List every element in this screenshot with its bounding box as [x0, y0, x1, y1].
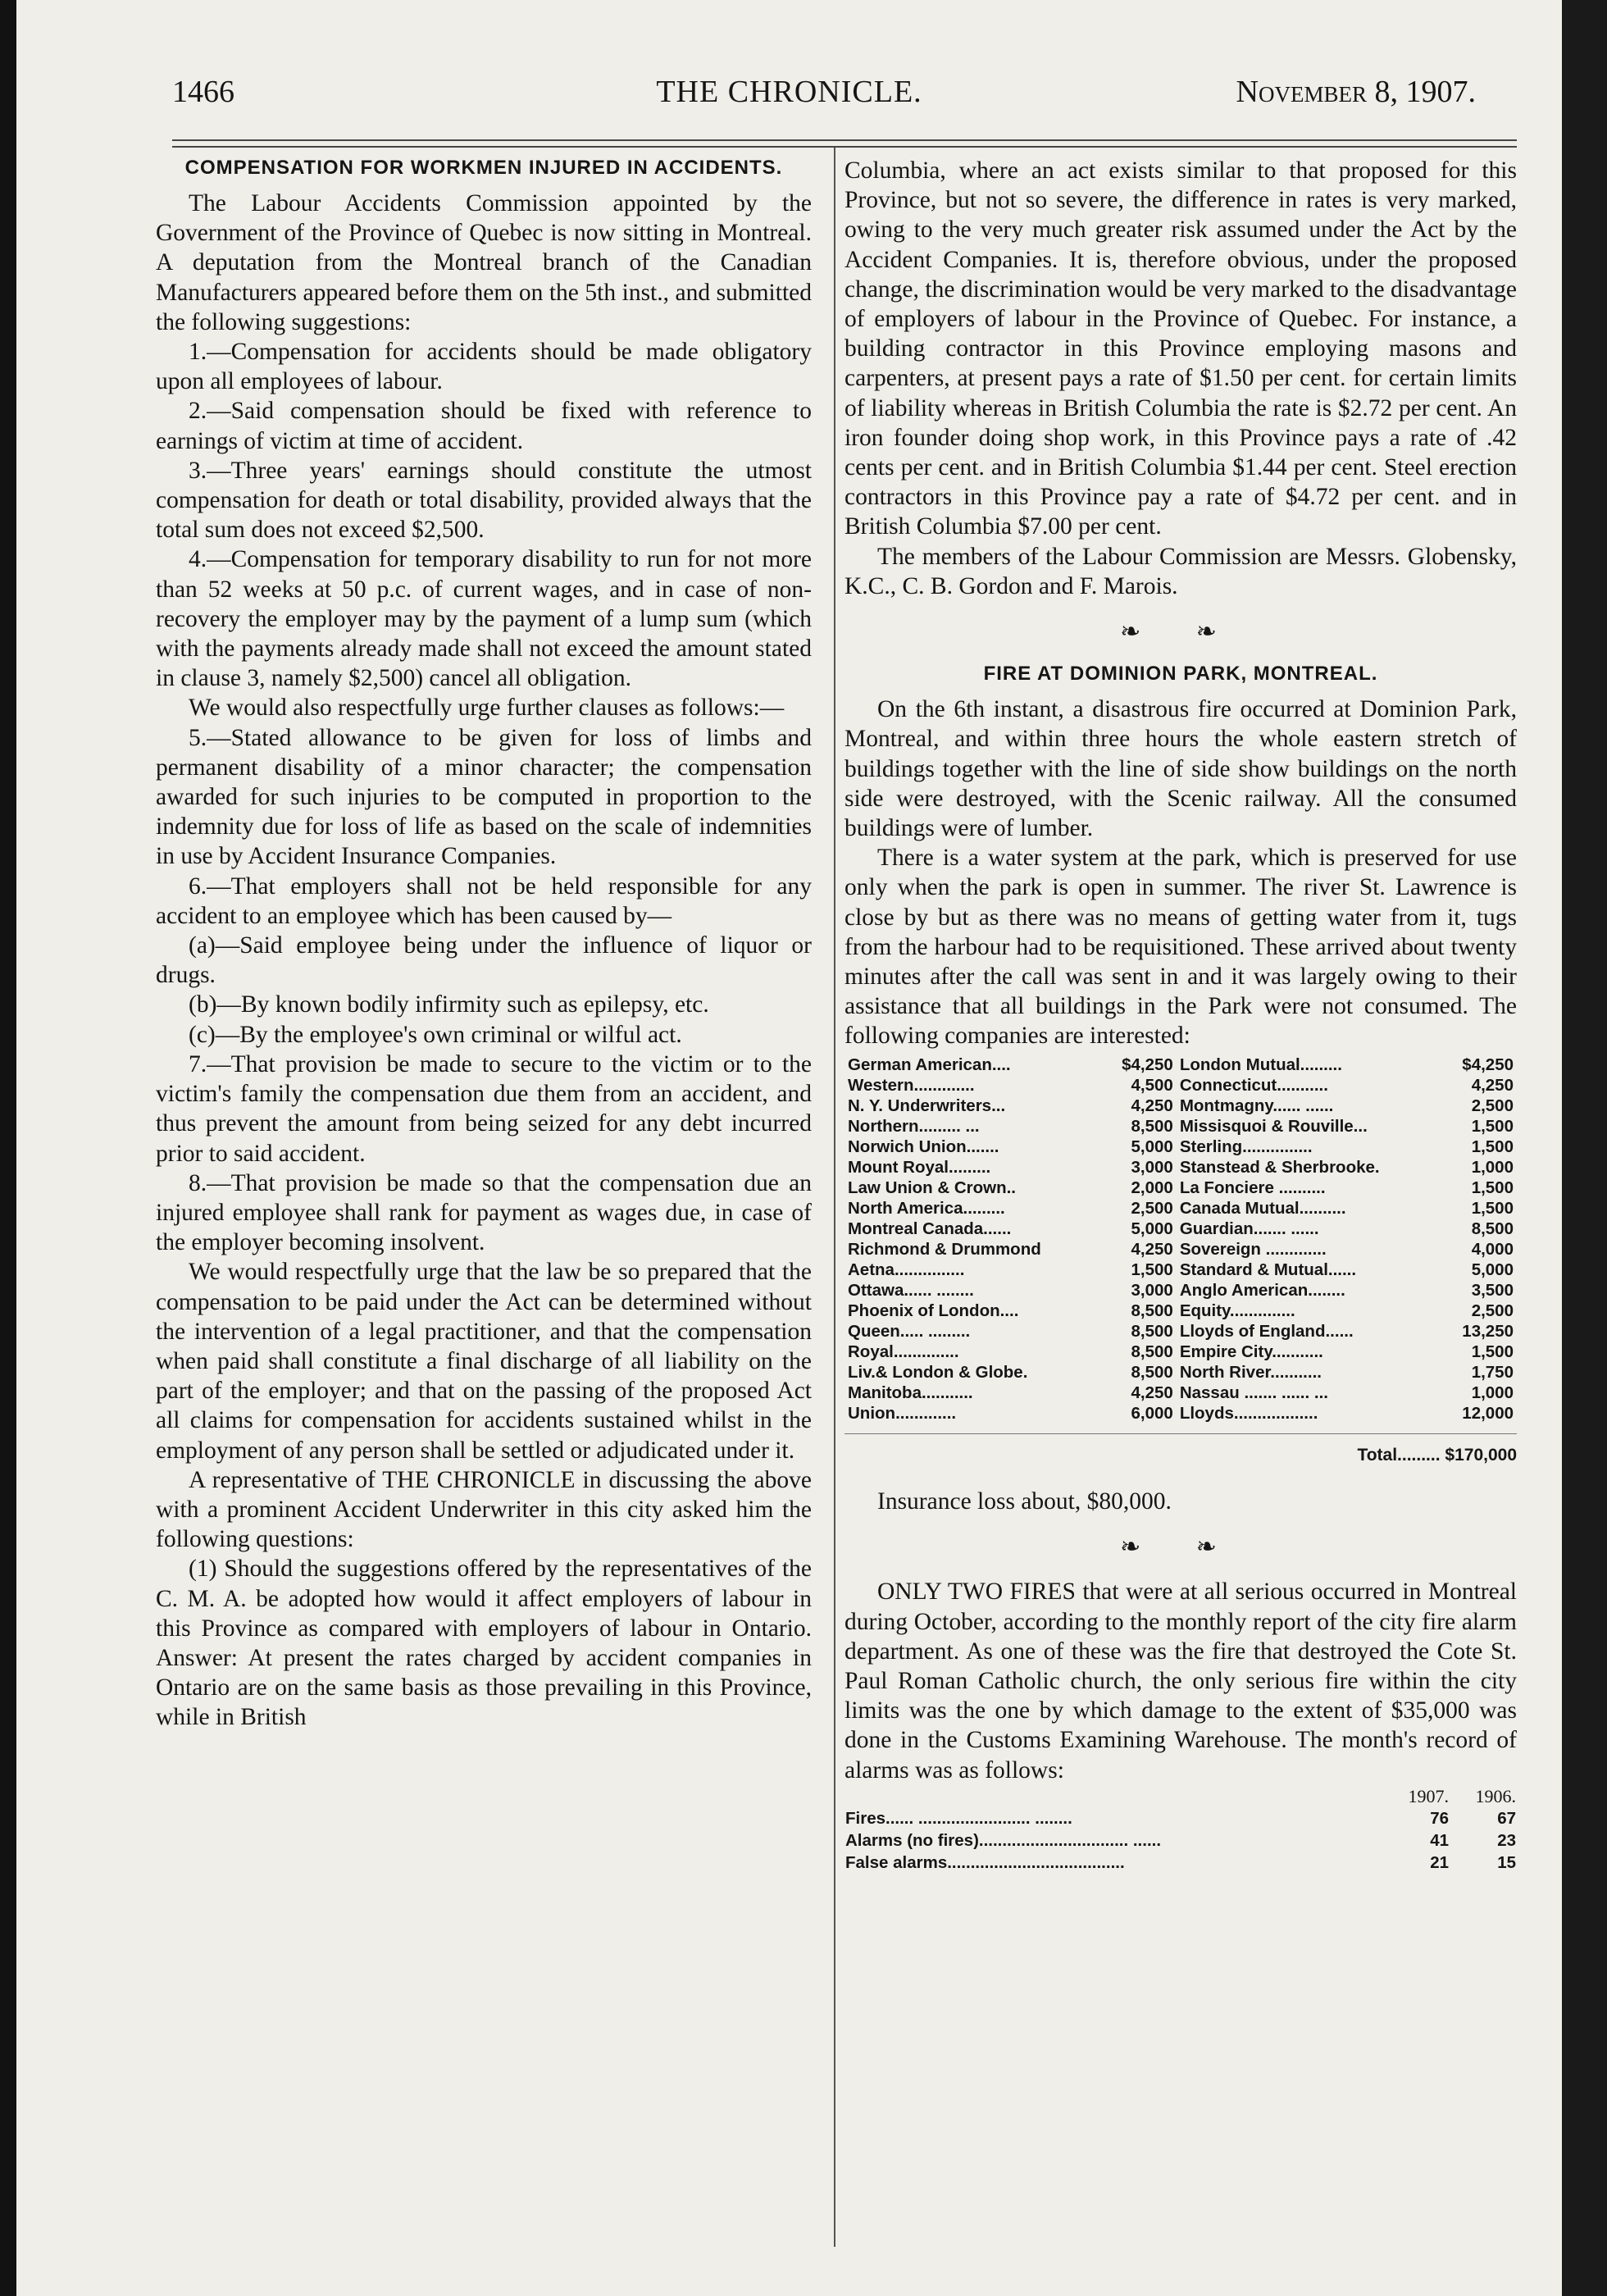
- table-row: [844, 1075, 1517, 1096]
- amount: 8,500: [1131, 1301, 1173, 1320]
- count-1906: 23: [1497, 1830, 1516, 1850]
- table-row: [844, 1383, 1517, 1403]
- company-name: Manitoba...........: [848, 1383, 973, 1402]
- count-1907: 41: [1430, 1830, 1449, 1850]
- insurance-companies-table: [844, 1055, 1517, 1424]
- paragraph: 3.—Three years' earnings should constitute the utmost compensation for death or total disability, provided always that the total sum does not exceed $2,500.: [156, 457, 812, 544]
- table-row: [844, 1403, 1517, 1424]
- company-name: Phoenix of London....: [848, 1301, 1019, 1320]
- table-row: [844, 1178, 1517, 1198]
- paragraph: We would respectfully urge that the law be so prepared that the compensation to be paid under the Act can be determined without the intervention of a legal practitioner, and that the compensation when paid shall constitute a final discharge of all liability on the part of the employer; and that on the passing of the proposed Act all claims for compensation for accidents sustained whilst in the employment of any person shall be settled or adjudicated under it.: [156, 1259, 812, 1464]
- amount: 1,750: [1471, 1362, 1514, 1382]
- company-name: La Fonciere ..........: [1179, 1178, 1326, 1197]
- table-row: [844, 1807, 1517, 1829]
- table-row: [844, 1280, 1517, 1301]
- table-row: [844, 1219, 1517, 1239]
- alarms-table: [844, 1785, 1517, 1874]
- company-name: Empire City...........: [1179, 1342, 1323, 1361]
- table-row: [844, 1055, 1517, 1075]
- company-name: Royal..............: [848, 1342, 959, 1361]
- amount: 2,500: [1131, 1198, 1173, 1218]
- amount: 2,500: [1471, 1096, 1514, 1115]
- company-name: German American....: [848, 1055, 1011, 1074]
- paragraph: 5.—Stated allowance to be given for loss of limbs and permanent disability of a minor character; the compensation awarded for such injuries to be computed in proportion to the indemnity due for loss of life as based on the scale of indemnities in use by Accident Insurance Companies.: [156, 724, 812, 870]
- amount: 8,500: [1131, 1362, 1173, 1382]
- amount: 3,000: [1131, 1157, 1173, 1177]
- amount: 1,000: [1471, 1157, 1514, 1177]
- company-name: North River...........: [1179, 1362, 1322, 1382]
- company-name: Western.............: [848, 1075, 975, 1095]
- column-divider: [834, 148, 835, 2247]
- paragraph: There is a water system at the park, which is preserved for use only when the park is open in summer. The river St. Lawrence is close by but as there was no means of getting water from it, tugs from the harbour had to be requisitioned. These arrived about twenty minutes after the call was sent in and it was largely owing to their assistance that all buildings in the Park were not consumed. The following companies are interested:: [844, 845, 1517, 1050]
- alarms-year-1906: 1906.: [1475, 1785, 1516, 1806]
- count-1906: 67: [1497, 1808, 1516, 1828]
- paragraph: 8.—That provision be made so that the compensation due an injured employee shall rank for payment as wages due, in case of the employer becoming insolvent.: [156, 1169, 812, 1256]
- amount: 1,500: [1471, 1137, 1514, 1156]
- paragraph: The members of the Labour Commission are Messrs. Globensky, K.C., C. B. Gordon and F. Marois.: [844, 543, 1517, 599]
- amount: 2,500: [1471, 1301, 1514, 1320]
- table-row: [844, 1157, 1517, 1178]
- amount: 5,000: [1131, 1219, 1173, 1238]
- company-name: Guardian....... ......: [1179, 1219, 1319, 1238]
- company-name: Nassau ....... ...... ...: [1179, 1383, 1328, 1402]
- header-rule-double: [172, 146, 1517, 148]
- page-number: 1466: [172, 75, 234, 109]
- amount: 5,000: [1131, 1137, 1173, 1156]
- table-row: [844, 1852, 1517, 1874]
- company-name: Equity..............: [1179, 1301, 1295, 1320]
- publication-title: THE CHRONICLE.: [656, 75, 922, 109]
- company-name: N. Y. Underwriters...: [848, 1096, 1006, 1115]
- alarm-type: False alarms......................................: [845, 1852, 1125, 1872]
- table-row: [844, 1198, 1517, 1219]
- amount: 4,500: [1131, 1075, 1173, 1095]
- amount: 4,000: [1471, 1239, 1514, 1259]
- newspaper-page: [16, 0, 1562, 2296]
- paragraph: 6.—That employers shall not be held responsible for any accident to an employee which has been caused by—: [156, 872, 812, 929]
- company-name: Lloyds of England......: [1179, 1321, 1354, 1341]
- alarm-type: Fires...... ........................ ........: [845, 1808, 1072, 1828]
- company-name: Canada Mutual..........: [1179, 1198, 1346, 1218]
- paragraph: A representative of THE CHRONICLE in discussing the above with a prominent Accident Underwriter in this city asked him the following questions:: [156, 1466, 812, 1553]
- company-name: Sovereign .............: [1179, 1239, 1327, 1259]
- company-name: Anglo American........: [1179, 1280, 1345, 1300]
- table-row: [844, 1362, 1517, 1383]
- table-row: [844, 1137, 1517, 1157]
- amount: 1,500: [1471, 1198, 1514, 1218]
- amount: 1,500: [1471, 1178, 1514, 1197]
- paragraph: (a)—Said employee being under the influence of liquor or drugs.: [156, 932, 812, 989]
- total-label: Total.........: [1357, 1445, 1441, 1465]
- header-rule: [172, 139, 1517, 141]
- amount: $4,250: [1122, 1055, 1173, 1074]
- ornament-icon: ❧ ❧: [1120, 618, 1241, 646]
- company-name: Mount Royal.........: [848, 1157, 991, 1177]
- company-name: Queen..... .........: [848, 1321, 971, 1341]
- count-1906: 15: [1497, 1852, 1516, 1872]
- amount: 2,000: [1131, 1178, 1173, 1197]
- amount: 6,000: [1131, 1403, 1173, 1423]
- article-heading-compensation: COMPENSATION FOR WORKMEN INJURED IN ACCIDENTS.: [184, 157, 783, 179]
- amount: 3,500: [1471, 1280, 1514, 1300]
- ornament-icon: ❧ ❧: [1120, 1533, 1241, 1561]
- amount: 1,500: [1471, 1116, 1514, 1136]
- paragraph: On the 6th instant, a disastrous fire occurred at Dominion Park, Montreal, and within three hours the whole eastern stretch of buildings together with the line of side show buildings on the north side were destroyed, with the Scenic railway. All the consumed buildings were of lumber.: [844, 696, 1517, 842]
- table-row: [844, 1321, 1517, 1342]
- count-1907: 21: [1430, 1852, 1449, 1872]
- company-name: Stanstead & Sherbrooke.: [1179, 1157, 1380, 1177]
- left-column: [156, 156, 812, 1733]
- paragraph: The Labour Accidents Commission appointed by the Government of the Province of Quebec is now sitting in Montreal. A deputation from the Montreal branch of the Canadian Manufacturers appeared before them on the 5th inst., and submitted the following suggestions:: [156, 190, 812, 335]
- paragraph: (b)—By known bodily infirmity such as epilepsy, etc.: [189, 991, 709, 1018]
- company-name: Richmond & Drummond: [848, 1239, 1041, 1259]
- company-name: Montmagny...... ......: [1179, 1096, 1334, 1115]
- alarm-type: Alarms (no fires)................................ ......: [845, 1830, 1162, 1850]
- scan-edge: [1562, 0, 1607, 2296]
- alarms-year-1907: 1907.: [1408, 1785, 1449, 1806]
- amount: 8,500: [1131, 1116, 1173, 1136]
- amount: 3,000: [1131, 1280, 1173, 1300]
- amount: 1,000: [1471, 1383, 1514, 1402]
- paragraph: We would also respectfully urge further clauses as follows:—: [189, 695, 785, 722]
- table-row: [844, 1116, 1517, 1137]
- amount: 4,250: [1131, 1096, 1173, 1115]
- continued-paragraph: Columbia, where an act exists similar to that proposed for this Province, but not so severe, the difference in rates is very marked, owing to the very much greater risk assumed under the Act by the Accident Companies. It is, therefore obvious, under the proposed change, the discrimination would be very marked to the disadvantage of employers of labour in the Province of Quebec. For instance, a building contractor in this Province employing masons and carpenters, at present pays a rate of $1.50 per cent. for certain limits of liability whereas in British Columbia the rate is $2.72 per cent. An iron founder doing shop work, in this Province pays a rate of .42 cents per cent. and in British Columbia $1.44 per cent. Steel erection contractors in this Province pay a rate of $4.72 per cent. and in British Columbia $7.00 per cent.: [844, 157, 1517, 540]
- amount: 4,250: [1471, 1075, 1514, 1095]
- total-value: $170,000: [1445, 1445, 1517, 1465]
- insurance-total: [844, 1433, 1517, 1470]
- company-name: Standard & Mutual......: [1179, 1260, 1357, 1279]
- paragraph: 7.—That provision be made to secure to the victim or to the victim's family the compensation due them from an accident, and thus prevent the amount from being seized for any debt incurred prior to said accident.: [156, 1050, 812, 1167]
- company-name: Lloyds..................: [1179, 1403, 1318, 1423]
- insurance-loss: Insurance loss about, $80,000.: [877, 1487, 1172, 1515]
- company-name: Norwich Union.......: [848, 1137, 999, 1156]
- amount: 1,500: [1471, 1342, 1514, 1361]
- amount: $4,250: [1462, 1055, 1514, 1074]
- amount: 13,250: [1462, 1321, 1514, 1341]
- company-name: Liv.& London & Globe.: [848, 1362, 1028, 1382]
- amount: 8,500: [1131, 1342, 1173, 1361]
- company-name: Union.............: [848, 1403, 957, 1423]
- table-row: [844, 1260, 1517, 1280]
- amount: 8,500: [1471, 1219, 1514, 1238]
- company-name: Connecticut...........: [1179, 1075, 1328, 1095]
- company-name: Sterling...............: [1179, 1137, 1313, 1156]
- company-name: Law Union & Crown..: [848, 1178, 1016, 1197]
- paragraph: 4.—Compensation for temporary disability to run for not more than 52 weeks at 50 p.c. of current wages, and in case of non-recovery the employer may by the payment of a lump sum (which with the payments already made shall not exceed the amount stated in clause 3, namely $2,500) cancel all obligation.: [156, 546, 812, 692]
- company-name: North America.........: [848, 1198, 1005, 1218]
- paragraph: 2.—Said compensation should be fixed with reference to earnings of victim at time of accident.: [156, 398, 812, 454]
- paragraph: ONLY TWO FIRES that were at all serious occurred in Montreal during October, according to the monthly report of the city fire alarm department. As one of these was the fire that destroyed the Cote St. Paul Roman Catholic church, the only serious fire within the city limits was the one by which damage to the extent of $35,000 was done in the Customs Examining Warehouse. The month's record of alarms was as follows:: [844, 1578, 1517, 1784]
- right-column: [844, 156, 1517, 1874]
- company-name: Montreal Canada......: [848, 1219, 1012, 1238]
- table-row: [844, 1342, 1517, 1362]
- article-heading-fire: FIRE AT DOMINION PARK, MONTREAL.: [983, 663, 1378, 686]
- table-row: [844, 1829, 1517, 1852]
- table-row: [844, 1096, 1517, 1116]
- amount: 1,500: [1131, 1260, 1173, 1279]
- count-1907: 76: [1430, 1808, 1449, 1828]
- company-name: Ottawa...... ........: [848, 1280, 974, 1300]
- paragraph: (1) Should the suggestions offered by the representatives of the C. M. A. be adopted how would it affect employers of labour in this Province as compared with employers of labour in Ontario. Answer: At present the rates charged by accident companies in Ontario are on the same basis as those prevailing in this Province, while in British: [156, 1556, 812, 1731]
- amount: 5,000: [1471, 1260, 1514, 1279]
- company-name: Aetna...............: [848, 1260, 965, 1279]
- paragraph: (c)—By the employee's own criminal or wilful act.: [189, 1021, 682, 1048]
- amount: 4,250: [1131, 1383, 1173, 1402]
- amount: 12,000: [1462, 1403, 1514, 1423]
- company-name: Northern......... ...: [848, 1116, 980, 1136]
- company-name: London Mutual.........: [1179, 1055, 1342, 1074]
- issue-date: November 8, 1907.: [1236, 75, 1476, 109]
- table-row: [844, 1239, 1517, 1260]
- amount: 4,250: [1131, 1239, 1173, 1259]
- table-row: [844, 1301, 1517, 1321]
- paragraph: 1.—Compensation for accidents should be made obligatory upon all employees of labour.: [156, 339, 812, 395]
- amount: 8,500: [1131, 1321, 1173, 1341]
- company-name: Missisquoi & Rouville...: [1179, 1116, 1368, 1136]
